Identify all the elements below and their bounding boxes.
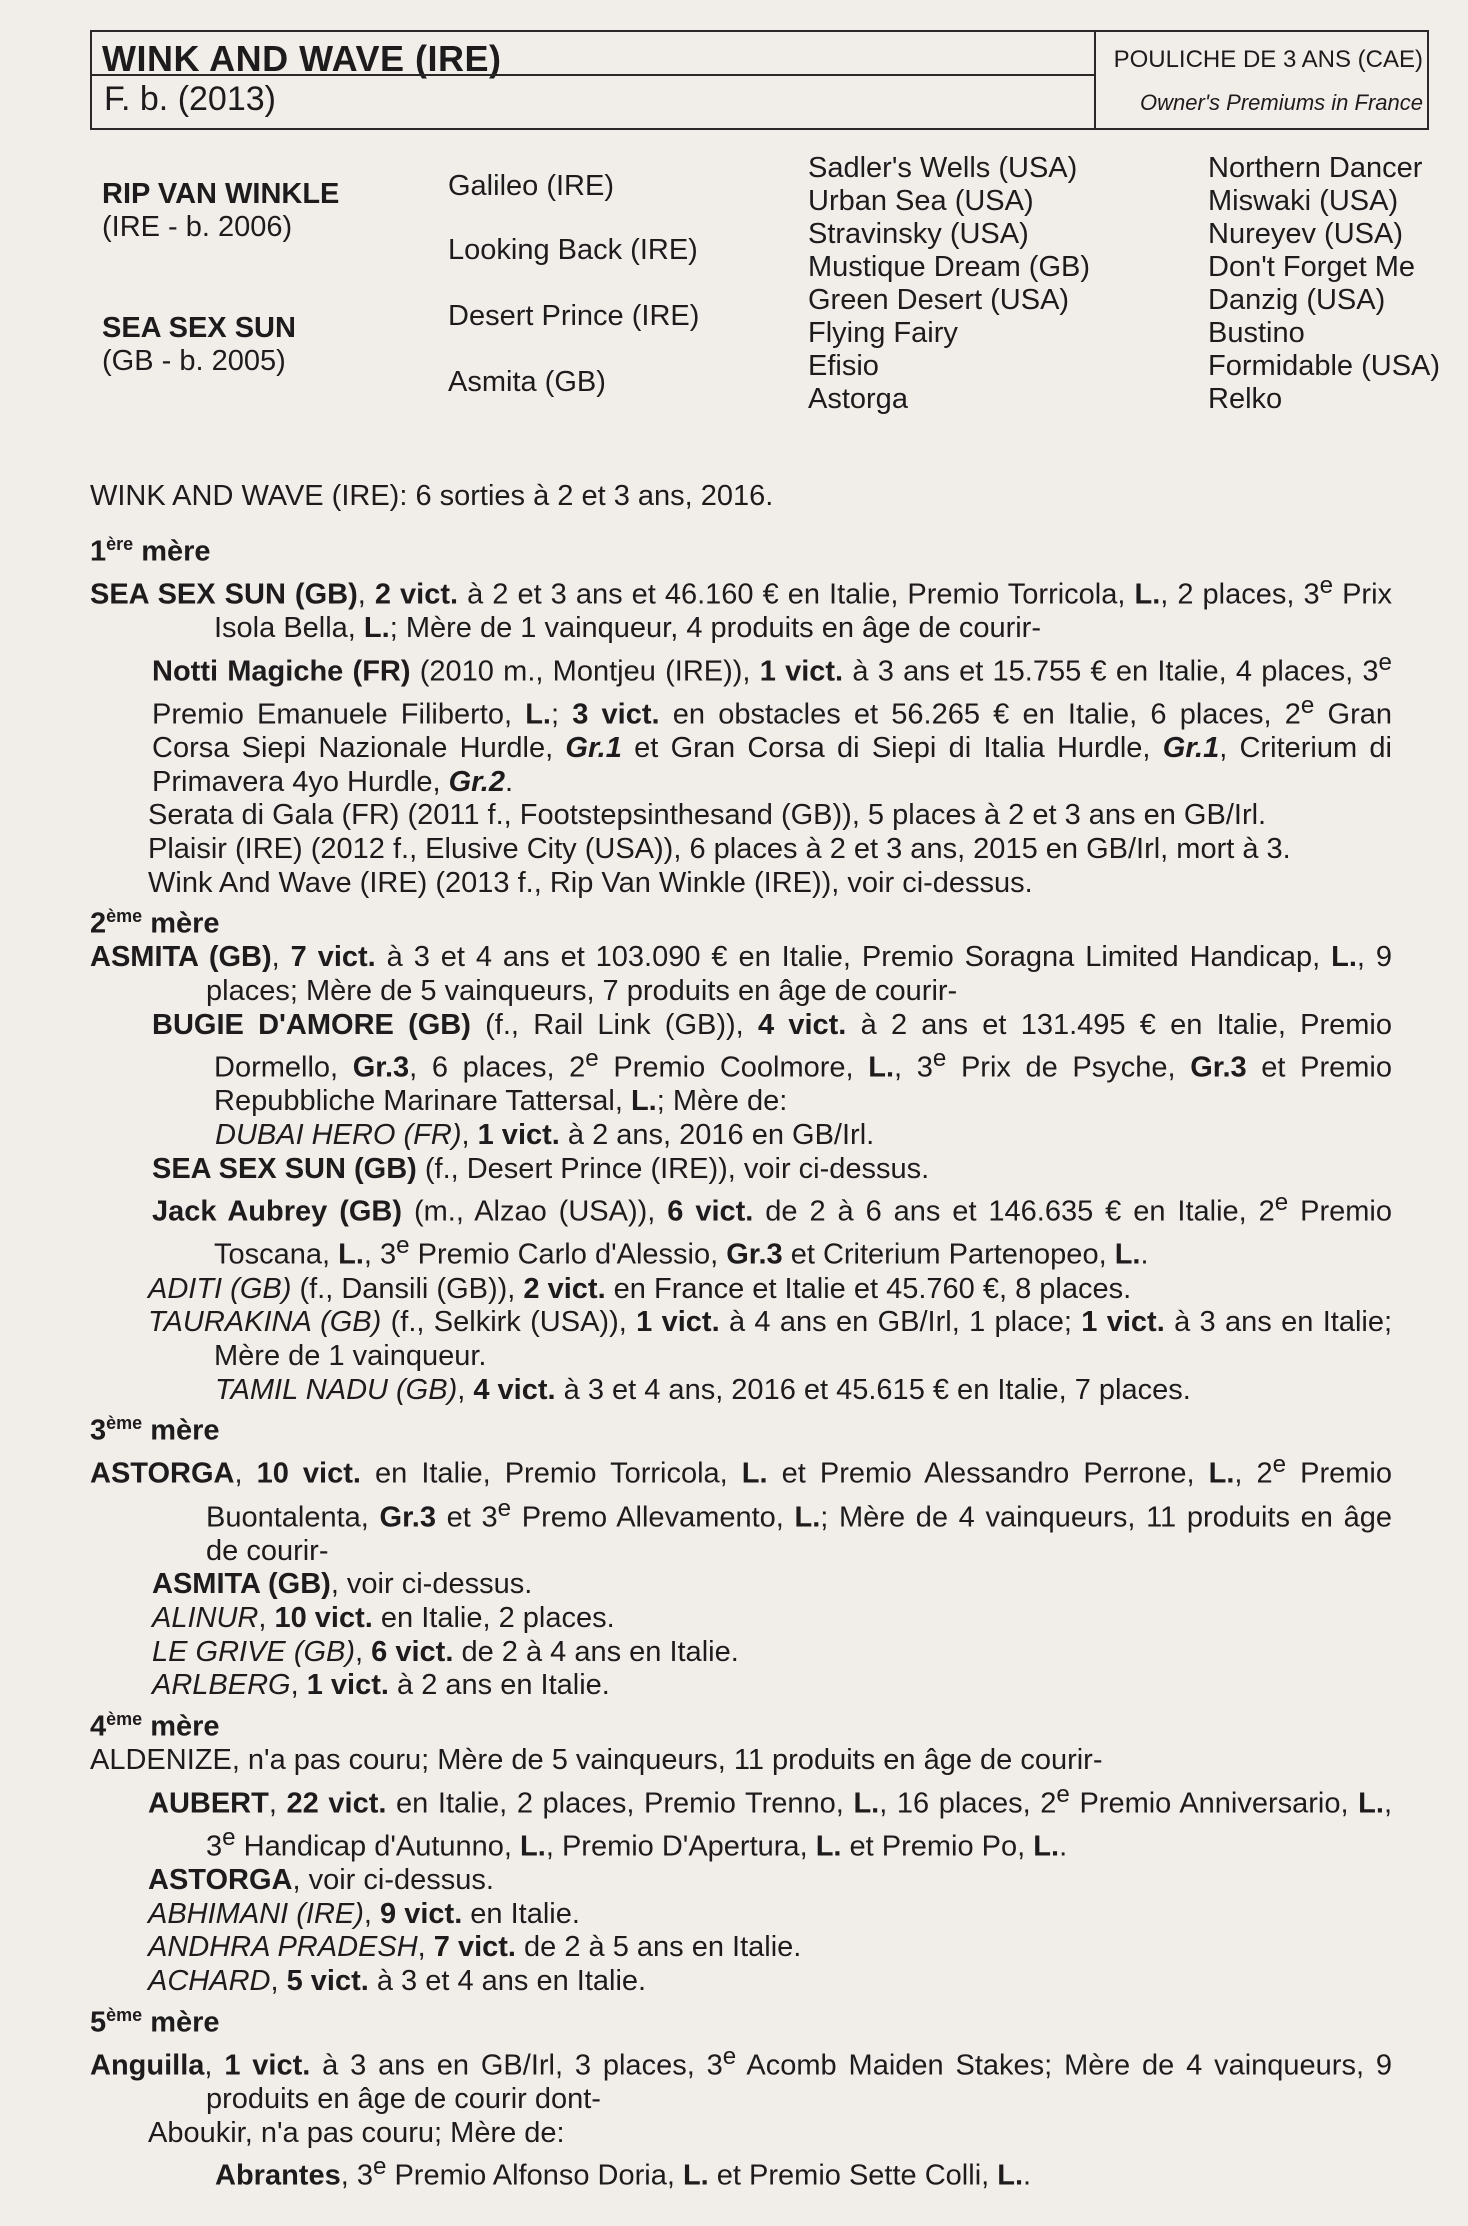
pedigree-sire bbox=[102, 178, 339, 244]
dam-entry: ASMITA (GB), 7 vict. à 3 et 4 ans et 103.090 € en Italie, Premio Soragna Limited Handicap, L., 9 places; Mère de 5 vainqueurs, 7 produits en âge de courir- bbox=[90, 941, 1392, 1007]
premium-note: Owner's Premiums in France bbox=[1140, 90, 1423, 115]
produce-entry: DUBAI HERO (FR), 1 vict. à 2 ans, 2016 en GB/Irl. bbox=[215, 1119, 875, 1152]
grandparent: Looking Back (IRE) bbox=[448, 234, 698, 266]
ancestor: Don't Forget Me bbox=[1208, 251, 1416, 283]
produce-entry: Aboukir, n'a pas couru; Mère de: bbox=[148, 2116, 565, 2149]
section-heading-1: 1ère mère bbox=[90, 533, 211, 568]
grandparent: Galileo (IRE) bbox=[448, 170, 614, 202]
section-heading-5: 5ème mère bbox=[90, 2004, 220, 2039]
pedigree-dam bbox=[102, 312, 296, 378]
family-body bbox=[90, 480, 1392, 2193]
ancestor: Astorga bbox=[808, 383, 908, 415]
ancestor: Relko bbox=[1208, 383, 1283, 415]
ancestor: Stravinsky (USA) bbox=[808, 218, 1029, 250]
produce-entry: ACHARD, 5 vict. à 3 et 4 ans en Italie. bbox=[148, 1964, 647, 1997]
ancestor: Danzig (USA) bbox=[1208, 284, 1386, 316]
dam-name: SEA SEX SUN bbox=[102, 312, 296, 344]
dam-entry: ALDENIZE, n'a pas couru; Mère de 5 vainqueurs, 11 produits en âge de courir- bbox=[90, 1744, 1103, 1777]
produce-entry: ABHIMANI (IRE), 9 vict. en Italie. bbox=[148, 1897, 580, 1930]
ancestor: Nureyev (USA) bbox=[1208, 218, 1403, 250]
ancestor: Green Desert (USA) bbox=[808, 284, 1070, 316]
category-label: POULICHE DE 3 ANS (CAE) bbox=[1113, 46, 1423, 73]
horse-name: WINK AND WAVE (IRE) bbox=[102, 38, 502, 79]
produce-entry: Jack Aubrey (GB) (m., Alzao (USA)), 6 vict. de 2 à 6 ans et 146.635 € en Italie, 2e Premio Toscana, L., 3e Premio Carlo d'Alessio, Gr.3 et Criterium Partenopeo, L.. bbox=[152, 1189, 1393, 1272]
great-great-grandparents bbox=[1208, 152, 1440, 416]
dam-detail: (GB - b. 2005) bbox=[102, 345, 286, 377]
ancestor: Bustino bbox=[1208, 317, 1305, 349]
ancestor: Sadler's Wells (USA) bbox=[808, 152, 1078, 184]
dam-entry: ASTORGA, 10 vict. en Italie, Premio Torricola, L. et Premio Alessandro Perrone, L., 2e Premio Buontalenta, Gr.3 et 3e Premo Allevamento, L.; Mère de 4 vainqueurs, 11 produits en âge de courir- bbox=[90, 1451, 1392, 1567]
ancestor: Mustique Dream (GB) bbox=[808, 251, 1091, 283]
header-divider bbox=[92, 74, 1094, 76]
pedigree-page bbox=[90, 30, 1441, 2210]
ancestor: Miswaki (USA) bbox=[1208, 185, 1399, 217]
produce-entry: Wink And Wave (IRE) (2013 f., Rip Van Winkle (IRE)), voir ci-dessus. bbox=[148, 866, 1033, 899]
produce-entry: Serata di Gala (FR) (2011 f., Footstepsinthesand (GB)), 5 places à 2 et 3 ans en GB/Irl. bbox=[148, 799, 1267, 832]
produce-entry: Plaisir (IRE) (2012 f., Elusive City (USA)), 6 places à 2 et 3 ans, 2015 en GB/Irl, mort à 3. bbox=[148, 832, 1291, 865]
ancestor: Urban Sea (USA) bbox=[808, 185, 1034, 217]
horse-sex-year: F. b. (2013) bbox=[104, 80, 276, 118]
ancestor: Formidable (USA) bbox=[1208, 350, 1441, 382]
ancestor: Efisio bbox=[808, 350, 879, 382]
grandparent: Desert Prince (IRE) bbox=[448, 300, 700, 332]
section-heading-3: 3ème mère bbox=[90, 1413, 220, 1447]
section-heading-4: 4ème mère bbox=[90, 1708, 220, 1743]
header-category-box bbox=[1094, 32, 1429, 128]
section-heading-2: 2ème mère bbox=[90, 906, 220, 940]
great-grandparents bbox=[808, 152, 1090, 416]
produce-entry: ALINUR, 10 vict. en Italie, 2 places. bbox=[152, 1602, 615, 1635]
produce-entry: ANDHRA PRADESH, 7 vict. de 2 à 5 ans en Italie. bbox=[148, 1931, 802, 1964]
header-box bbox=[90, 30, 1429, 130]
produce-entry: AUBERT, 22 vict. en Italie, 2 places, Premio Trenno, L., 16 places, 2e Premio Anniversario, L., 3e Handicap d'Autunno, L., Premio D'Apertura, L. et Premio Po, L.. bbox=[148, 1780, 1393, 1863]
ancestor: Northern Dancer bbox=[1208, 152, 1423, 184]
produce-entry: ASMITA (GB), voir ci-dessus. bbox=[152, 1568, 533, 1601]
produce-entry: ASTORGA, voir ci-dessus. bbox=[148, 1864, 494, 1897]
dam-entry: Anguilla, 1 vict. à 3 ans en GB/Irl, 3 places, 3e Acomb Maiden Stakes; Mère de 4 vainqueurs, 9 produits en âge de courir dont- bbox=[90, 2042, 1392, 2116]
produce-entry: ARLBERG, 1 vict. à 2 ans en Italie. bbox=[152, 1669, 610, 1702]
ancestor: Flying Fairy bbox=[808, 317, 958, 349]
produce-entry: ADITI (GB) (f., Dansili (GB)), 2 vict. en France et Italie et 45.760 €, 8 places. bbox=[148, 1272, 1132, 1305]
produce-entry: LE GRIVE (GB), 6 vict. de 2 à 4 ans en Italie. bbox=[152, 1635, 739, 1668]
racing-summary: WINK AND WAVE (IRE): 6 sorties à 2 et 3 ans, 2016. bbox=[90, 480, 774, 512]
produce-entry: SEA SEX SUN (GB) (f., Desert Prince (IRE)), voir ci-dessus. bbox=[152, 1152, 930, 1185]
produce-entry: TAURAKINA (GB) (f., Selkirk (USA)), 1 vict. à 4 ans en GB/Irl, 1 place; 1 vict. à 3 ans en Italie; Mère de 1 vainqueur. bbox=[148, 1306, 1393, 1372]
produce-entry: TAMIL NADU (GB), 4 vict. à 3 et 4 ans, 2016 et 45.615 € en Italie, 7 places. bbox=[215, 1373, 1191, 1406]
dam-entry: SEA SEX SUN (GB), 2 vict. à 2 et 3 ans et 46.160 € en Italie, Premio Torricola, L., 2 places, 3e Prix Isola Bella, L.; Mère de 1 vainqueur, 4 produits en âge de courir- bbox=[90, 571, 1393, 645]
produce-entry: BUGIE D'AMORE (GB) (f., Rail Link (GB)), 4 vict. à 2 ans et 131.495 € en Italie, Premio Dormello, Gr.3, 6 places, 2e Premio Coolmore, L., 3e Prix de Psyche, Gr.3 et Premio Repubbliche Marinare Tattersal, L.; Mère de: bbox=[152, 1008, 1392, 1118]
grandparent: Asmita (GB) bbox=[448, 366, 606, 398]
sire-detail: (IRE - b. 2006) bbox=[102, 211, 293, 243]
produce-entry: Notti Magiche (FR) (2010 m., Montjeu (IRE)), 1 vict. à 3 ans et 15.755 € en Italie, 4 places, 3e Premio Emanuele Filiberto, L.; 3 vict. en obstacles et 56.265 € en Italie, 6 places, 2e Gran Corsa Siepi Nazionale Hurdle, Gr.1 et Gran Corsa di Siepi di Italia Hurdle, Gr.1, Criterium di Primavera 4yo Hurdle, Gr.2. bbox=[152, 648, 1393, 798]
produce-entry: Abrantes, 3e Premio Alfonso Doria, L. et Premio Sette Colli, L.. bbox=[215, 2153, 1032, 2192]
sire-name: RIP VAN WINKLE bbox=[102, 178, 340, 210]
